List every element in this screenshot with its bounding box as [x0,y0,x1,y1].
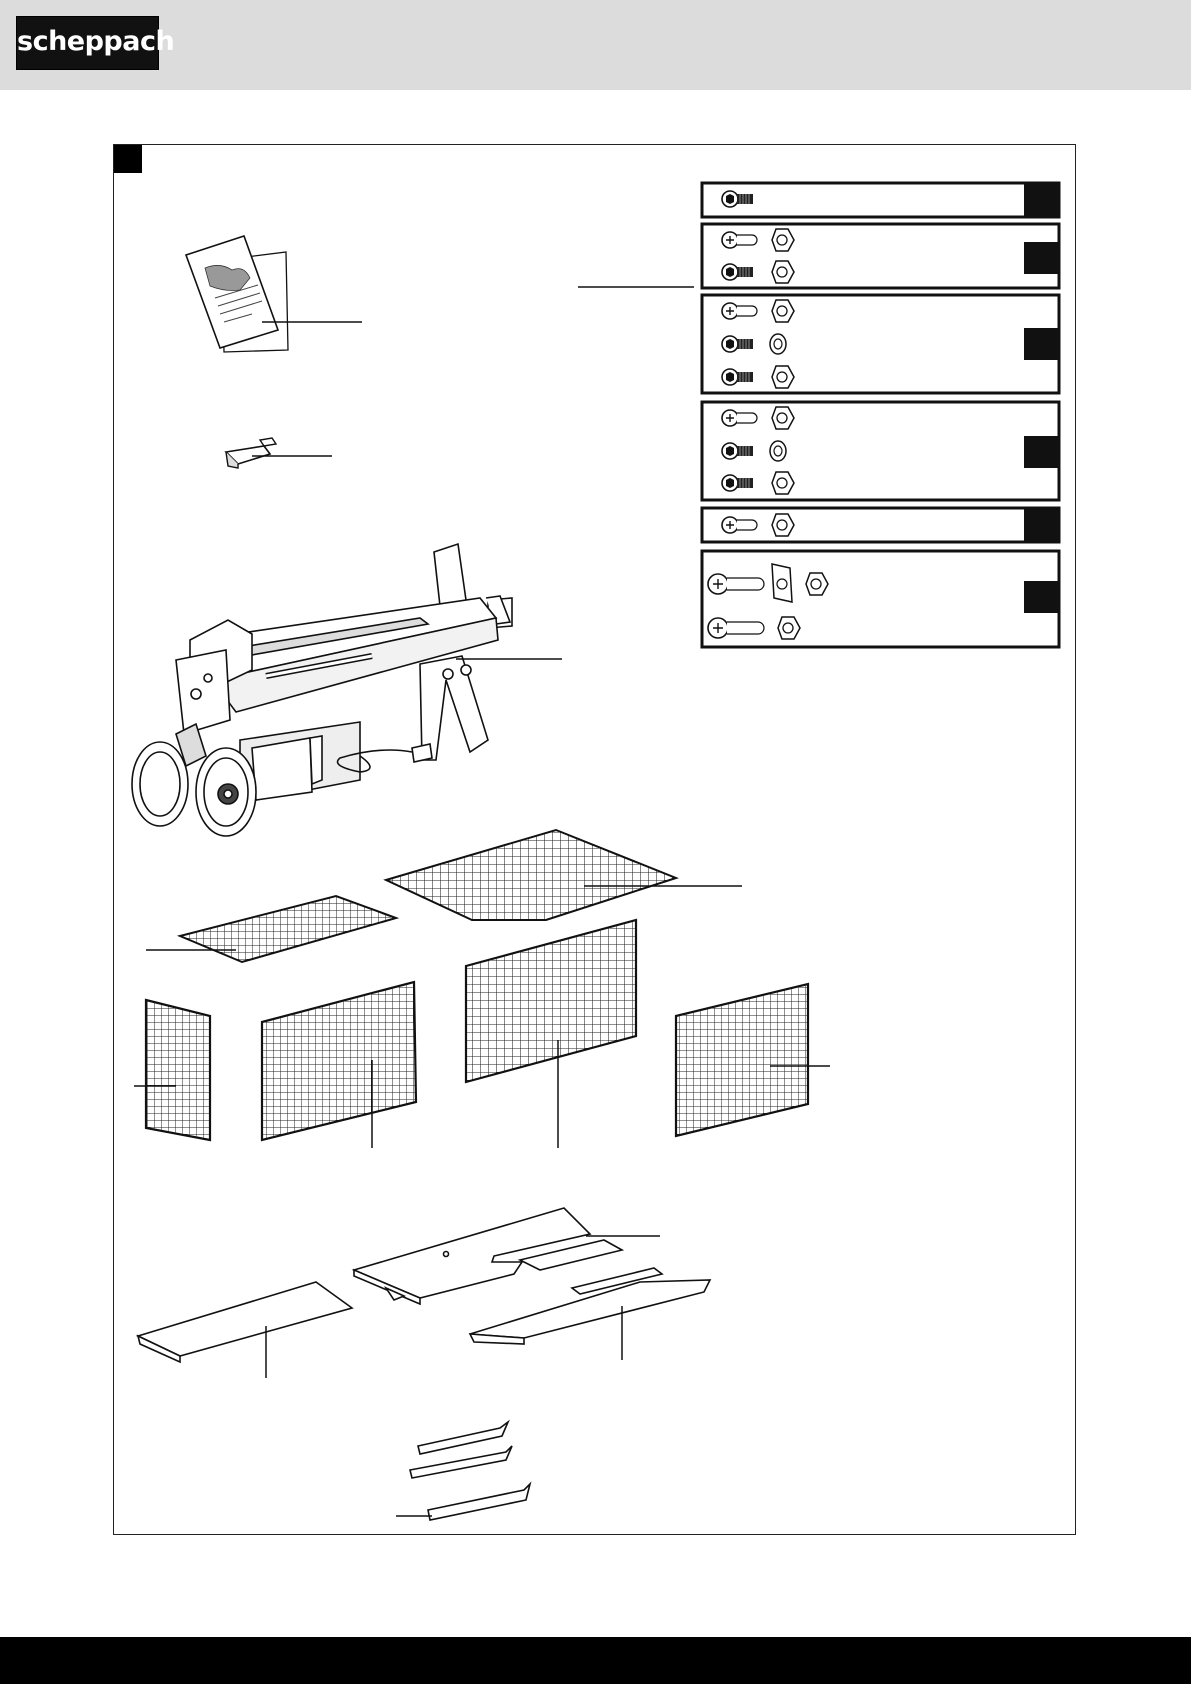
operating-manual [186,236,362,352]
hardware-set-c [702,295,1059,393]
wire-panel-side-left [262,982,416,1148]
handle-clip [226,438,332,468]
hardware-set-b [702,224,1059,288]
base-tray-left [138,1282,352,1378]
wire-panel-top-small [146,896,396,962]
wire-panel-side-right [676,984,830,1136]
log-splitter-machine [132,544,562,836]
base-tray-right [470,1268,710,1360]
support-struts [396,1422,530,1520]
hardware-set-e [702,508,1059,542]
page-footer [0,1637,1191,1684]
hardware-set-d [702,402,1059,500]
brand-logo-text: scheppach [17,26,175,57]
wire-panel-side-narrow [134,1000,210,1140]
wire-panel-top-large [386,830,742,920]
hardware-set-f [702,551,1059,647]
wire-panel-front-large [466,920,636,1148]
hardware-set-a [702,183,1059,217]
